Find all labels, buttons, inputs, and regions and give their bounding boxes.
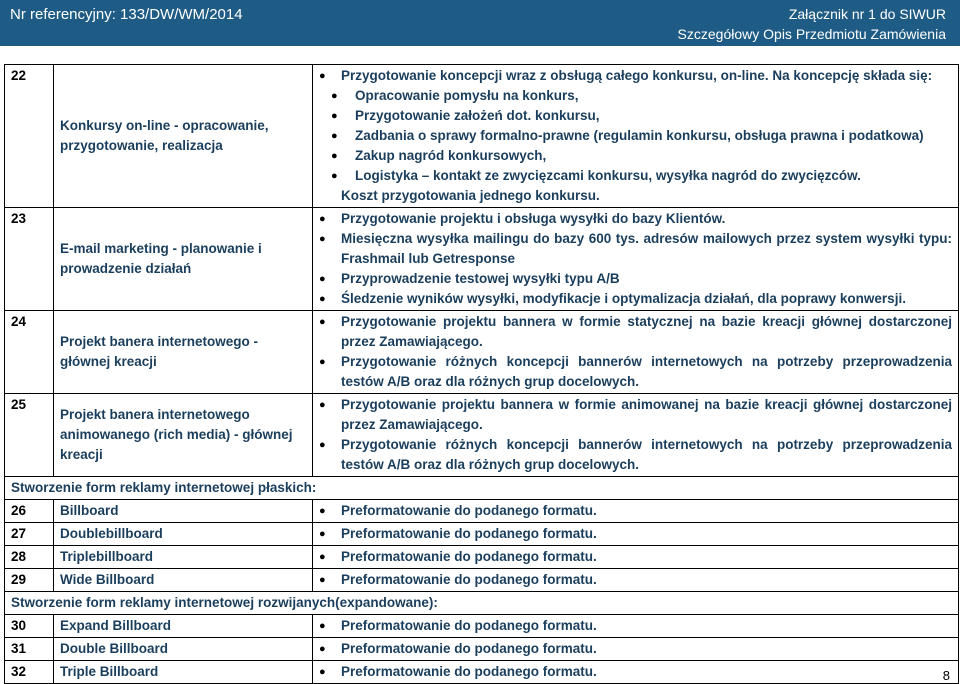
- table-row-26: [5, 500, 959, 523]
- row-description: [313, 523, 959, 546]
- list-item: ● Preformatowanie do podanego formatu.: [319, 616, 952, 636]
- row-number: 26: [5, 500, 54, 523]
- specification-table: [4, 64, 959, 684]
- list-item: ● Przygotowanie różnych koncepcji bannerów internetowych na potrzeby przeprowadzenia testów A/B oraz dla różnych grup docelowych.: [319, 435, 952, 475]
- row-number: 25: [5, 394, 54, 477]
- list-item: ● Preformatowanie do podanego formatu.: [319, 570, 952, 590]
- list-item: ● Przygotowanie koncepcji wraz z obsługą całego konkursu, on-line. Na koncepcję składa się:: [319, 66, 952, 86]
- list-item: ● Preformatowanie do podanego formatu.: [319, 662, 952, 682]
- table-row-27: [5, 523, 959, 546]
- row-name: Wide Billboard: [54, 569, 313, 592]
- row-name: Triple Billboard: [54, 661, 313, 684]
- row-note: Koszt przygotowania jednego konkursu.: [341, 188, 600, 203]
- list-item: ● Preformatowanie do podanego formatu.: [319, 524, 952, 544]
- row-number: 28: [5, 546, 54, 569]
- section-row-flat: [5, 477, 959, 500]
- row-number: 30: [5, 615, 54, 638]
- row-description: [313, 394, 959, 477]
- row-description: [313, 569, 959, 592]
- row-name: Projekt banera internetowego animowanego (rich media) - głównej kreacji: [54, 394, 313, 477]
- attachment-title: [678, 4, 946, 44]
- list-item: ● Przygotowanie różnych koncepcji bannerów internetowych na potrzeby przeprowadzenia testów A/B oraz dla różnych grup docelowych.: [319, 352, 952, 392]
- list-item: ● Preformatowanie do podanego formatu.: [319, 547, 952, 567]
- table-row-30: [5, 615, 959, 638]
- row-name: Billboard: [54, 500, 313, 523]
- row-name: Konkursy on-line - opracowanie, przygotowanie, realizacja: [54, 65, 313, 208]
- list-item: ● Przygotowanie projektu i obsługa wysyłki do bazy Klientów.: [319, 209, 952, 229]
- row-name: Triplebillboard: [54, 546, 313, 569]
- list-item: ● Preformatowanie do podanego formatu.: [319, 639, 952, 659]
- row-number: 31: [5, 638, 54, 661]
- table-row-24: [5, 311, 959, 394]
- attachment-line-1: Załącznik nr 1 do SIWUR: [788, 6, 946, 22]
- list-item: ● Preformatowanie do podanego formatu.: [319, 501, 952, 521]
- list-item: ● Miesięczna wysyłka mailingu do bazy 600 tys. adresów mailowych przez system wysyłki typu: Frashmail lub Getresponse: [319, 229, 952, 269]
- row-description: [313, 638, 959, 661]
- row-description: [313, 311, 959, 394]
- section-heading: Stworzenie form reklamy internetowej płaskich:: [5, 477, 959, 500]
- attachment-line-2: Szczegółowy Opis Przedmiotu Zamówienia: [677, 26, 946, 42]
- list-item: ● Śledzenie wyników wysyłki, modyfikacje i optymalizacja działań, dla poprawy konwersji.: [319, 289, 952, 309]
- table-row-29: [5, 569, 959, 592]
- list-item: ● Zadbania o sprawy formalno-prawne (regulamin konkursu, obsługa prawna i podatkowa): [319, 126, 952, 146]
- list-item: ● Przygotowanie założeń dot. konkursu,: [319, 106, 952, 126]
- list-item: ● Opracowanie pomysłu na konkurs,: [319, 86, 952, 106]
- row-description: [313, 500, 959, 523]
- row-description: [313, 661, 959, 684]
- row-number: 27: [5, 523, 54, 546]
- reference-number: Nr referencyjny: 133/DW/WM/2014: [10, 6, 243, 23]
- list-item: ● Przygotowanie projektu bannera w formie statycznej na bazie kreacji głównej dostarczonej przez Zamawiającego.: [319, 312, 952, 352]
- row-number: 24: [5, 311, 54, 394]
- row-description: [313, 208, 959, 311]
- row-description: [313, 546, 959, 569]
- section-row-expandable: [5, 592, 959, 615]
- page-number: 8: [942, 668, 950, 683]
- list-item: ● Zakup nagród konkursowych,: [319, 146, 952, 166]
- table-row-25: [5, 394, 959, 477]
- list-item: ● Przyprowadzenie testowej wysyłki typu A/B: [319, 269, 952, 289]
- row-name: E-mail marketing - planowanie i prowadzenie działań: [54, 208, 313, 311]
- row-number: 23: [5, 208, 54, 311]
- row-name: Doublebillboard: [54, 523, 313, 546]
- row-description: [313, 615, 959, 638]
- row-number: 22: [5, 65, 54, 208]
- row-name: Projekt banera internetowego - głównej kreacji: [54, 311, 313, 394]
- table-row-31: [5, 638, 959, 661]
- row-description: [313, 65, 959, 208]
- table-row-22: [5, 65, 959, 208]
- row-name: Double Billboard: [54, 638, 313, 661]
- list-item: ● Logistyka – kontakt ze zwycięzcami konkursu, wysyłka nagród do zwycięzców.: [319, 166, 952, 186]
- table-row-23: [5, 208, 959, 311]
- row-name: Expand Billboard: [54, 615, 313, 638]
- table-row-28: [5, 546, 959, 569]
- row-number: 32: [5, 661, 54, 684]
- list-item: ● Przygotowanie projektu bannera w formie animowanej na bazie kreacji głównej dostarczonej przez Zamawiającego.: [319, 395, 952, 435]
- row-number: 29: [5, 569, 54, 592]
- table-row-32: [5, 661, 959, 684]
- section-heading: Stworzenie form reklamy internetowej rozwijanych(expandowane):: [5, 592, 959, 615]
- page-header: [0, 0, 960, 46]
